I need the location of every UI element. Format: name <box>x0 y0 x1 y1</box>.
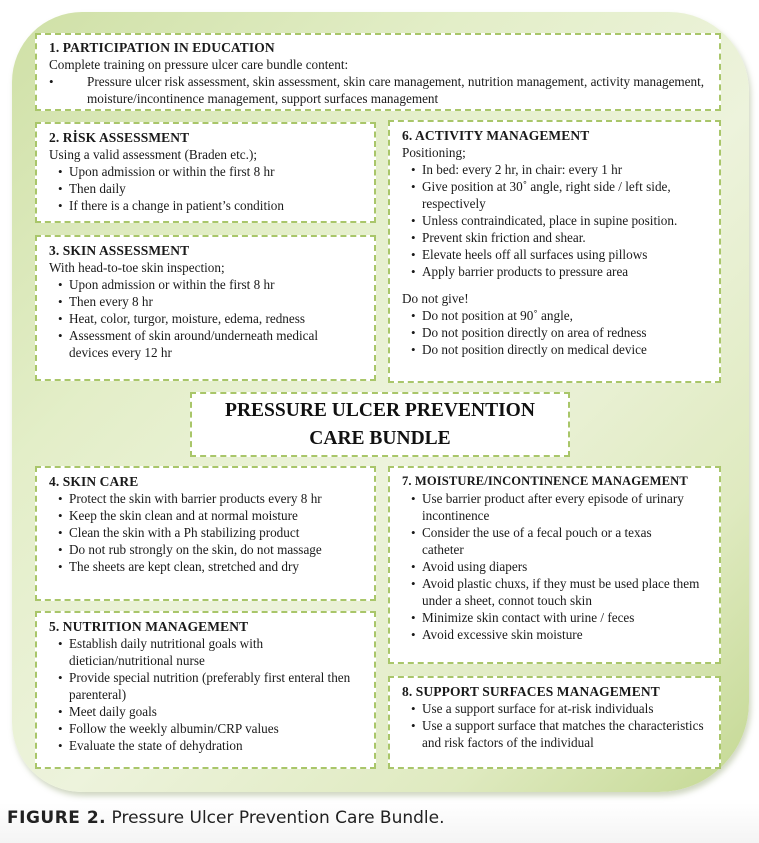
list-item: • Establish daily nutritional goals with dietician/nutritional nurse <box>49 635 354 669</box>
list-item: • Use a support surface that matches the characteristics and risk factors of the individual <box>402 717 709 751</box>
list-item: • Assessment of skin around/underneath medical devices every 12 hr <box>49 327 334 361</box>
section-heading: 4. SKIN CARE <box>49 474 139 489</box>
section-heading: 2. RİSK ASSESSMENT <box>49 130 190 145</box>
list-item: • Meet daily goals <box>49 703 354 720</box>
list-item: • Protect the skin with barrier products every 8 hr <box>49 490 364 507</box>
diagram-title-line-2: CARE BUNDLE <box>309 428 451 449</box>
list-item: • Use a support surface for at-risk individuals <box>402 700 709 717</box>
list-item: • Then daily <box>49 180 364 197</box>
figure-label: FIGURE 2. <box>7 808 107 828</box>
section-intro: Complete training on pressure ulcer care bundle content: <box>49 57 349 72</box>
list-item: • If there is a change in patient’s condition <box>49 197 364 214</box>
section-heading: 3. SKIN ASSESSMENT <box>49 243 190 258</box>
section-heading: 8. SUPPORT SURFACES MANAGEMENT <box>402 684 660 699</box>
section-moisture-incontinence-management <box>388 466 721 664</box>
list-item: • Evaluate the state of dehydration <box>49 737 354 754</box>
list-item: • Follow the weekly albumin/CRP values <box>49 720 354 737</box>
figure-caption <box>7 808 759 843</box>
section-education <box>35 33 721 111</box>
section-list <box>402 490 709 643</box>
section-list <box>402 700 709 751</box>
section-intro: Using a valid assessment (Braden etc.); <box>49 147 258 162</box>
section-list <box>49 635 364 754</box>
list-item: • Pressure ulcer risk assessment, skin assessment, skin care management, nutrition management, activity management, moisture/incontinence management, support surfaces management <box>49 73 709 107</box>
list-item: • Elevate heels off all surfaces using pillows <box>402 246 709 263</box>
section-intro: Positioning; <box>402 145 466 160</box>
section-heading: 6. ACTIVITY MANAGEMENT <box>402 128 590 143</box>
section-list <box>49 73 709 107</box>
section-support-surfaces-management <box>388 676 721 769</box>
list-item: • Upon admission or within the first 8 hr <box>49 163 364 180</box>
list-item: • Avoid plastic chuxs, if they must be used place them under a sheet, connot touch skin <box>402 575 709 609</box>
section-nutrition-management <box>35 611 376 769</box>
diagram-title-line-1: PRESSURE ULCER PREVENTION <box>225 400 535 421</box>
warning-list <box>402 307 709 358</box>
section-heading: 1. PARTICIPATION IN EDUCATION <box>49 40 275 55</box>
list-item: • Do not rub strongly on the skin, do not massage <box>49 541 364 558</box>
list-item: • Consider the use of a fecal pouch or a texas catheter <box>402 524 709 558</box>
section-skin-assessment <box>35 235 376 381</box>
spacer <box>402 280 709 290</box>
list-item: • Do not position at 90˚ angle, <box>402 307 709 324</box>
list-item: • Prevent skin friction and shear. <box>402 229 709 246</box>
section-heading: 7. MOISTURE/INCONTINENCE MANAGEMENT <box>402 474 688 488</box>
section-list <box>49 163 364 214</box>
list-item: • Apply barrier products to pressure area <box>402 263 709 280</box>
list-item: • Use barrier product after every episode of urinary incontinence <box>402 490 709 524</box>
section-risk-assessment <box>35 122 376 223</box>
list-item: • Keep the skin clean and at normal moisture <box>49 507 364 524</box>
list-item: • Avoid excessive skin moisture <box>402 626 709 643</box>
figure-caption-text: Pressure Ulcer Prevention Care Bundle. <box>106 808 445 828</box>
section-intro: With head-to-toe skin inspection; <box>49 260 225 275</box>
list-item: • Avoid using diapers <box>402 558 709 575</box>
list-item: • Minimize skin contact with urine / feces <box>402 609 709 626</box>
list-item: • Provide special nutrition (preferably first enteral then parenteral) <box>49 669 354 703</box>
section-heading: 5. NUTRITION MANAGEMENT <box>49 619 249 634</box>
list-item: • Upon admission or within the first 8 hr <box>49 276 334 293</box>
list-item: • The sheets are kept clean, stretched and dry <box>49 558 364 575</box>
diagram-title-box <box>190 392 570 457</box>
list-item: • Do not position directly on area of redness <box>402 324 709 341</box>
list-item: • Do not position directly on medical device <box>402 341 709 358</box>
section-activity-management <box>388 120 721 383</box>
list-item: • Clean the skin with a Ph stabilizing product <box>49 524 364 541</box>
section-list <box>49 276 364 361</box>
list-item: • In bed: every 2 hr, in chair: every 1 hr <box>402 161 709 178</box>
warning-heading: Do not give! <box>402 291 469 306</box>
list-item: • Heat, color, turgor, moisture, edema, redness <box>49 310 334 327</box>
list-item: • Unless contraindicated, place in supine position. <box>402 212 709 229</box>
list-item: • Give position at 30˚ angle, right side / left side, respectively <box>402 178 709 212</box>
section-list <box>49 490 364 575</box>
section-list <box>402 161 709 280</box>
section-skin-care <box>35 466 376 601</box>
list-item: • Then every 8 hr <box>49 293 334 310</box>
